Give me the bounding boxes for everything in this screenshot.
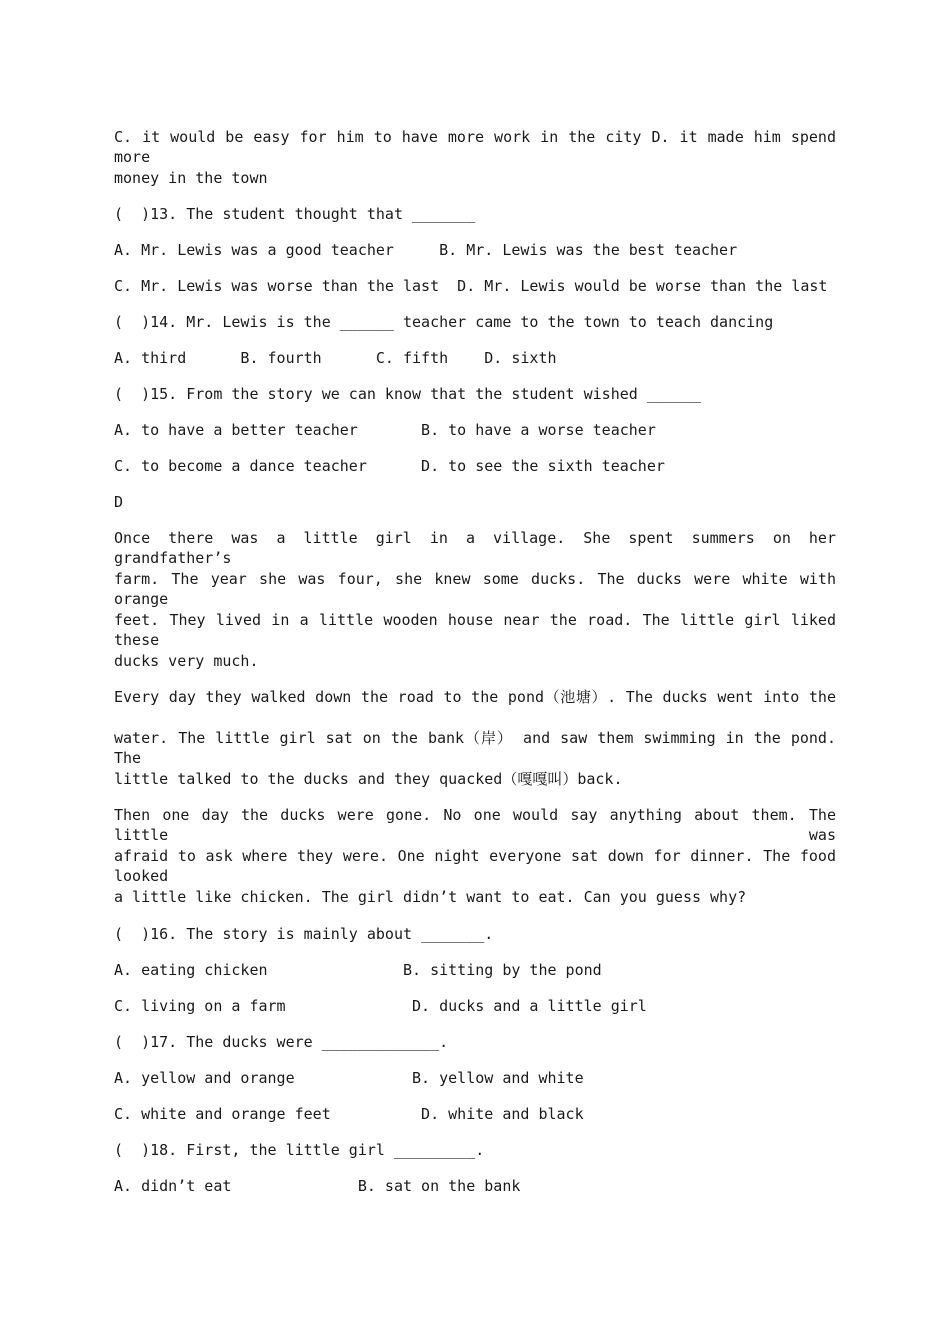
question-18: ( )18. First, the little girl _________. bbox=[114, 1141, 485, 1159]
passage-line: Once there was a little girl in a village. She spent summers on her grandfather’s bbox=[114, 529, 836, 567]
passage-line: afraid to ask where they were. One night everyone sat down for dinner. The food looked bbox=[114, 847, 836, 885]
passage-line: little talked to the ducks and they quacked（嘎嘎叫）back. bbox=[114, 770, 623, 788]
passage-line: Every day they walked down the road to the pond（池塘）. The ducks went into the bbox=[114, 688, 836, 706]
text-line: money in the town bbox=[114, 169, 268, 187]
question-14: ( )14. Mr. Lewis is the ______ teacher came to the town to teach dancing bbox=[114, 313, 774, 331]
passage-line: ducks very much. bbox=[114, 652, 259, 670]
options-15-cd: C. to become a dance teacher D. to see the sixth teacher bbox=[114, 457, 665, 475]
options-16-cd: C. living on a farm D. ducks and a little girl bbox=[114, 997, 647, 1015]
question-17: ( )17. The ducks were _____________. bbox=[114, 1033, 449, 1051]
options-16-ab: A. eating chicken B. sitting by the pond bbox=[114, 961, 602, 979]
text-line: C. it would be easy for him to have more work in the city D. it made him spend more bbox=[114, 128, 836, 166]
passage-line: a little like chicken. The girl didn’t want to eat. Can you guess why? bbox=[114, 888, 747, 906]
passage-line: farm. The year she was four, she knew some ducks. The ducks were white with orange bbox=[114, 570, 836, 608]
passage-line: feet. They lived in a little wooden house near the road. The little girl liked these bbox=[114, 611, 836, 649]
passage-line: Then one day the ducks were gone. No one would say anything about them. The little was bbox=[114, 806, 836, 844]
question-15: ( )15. From the story we can know that the student wished ______ bbox=[114, 385, 701, 403]
passage-line: water. The little girl sat on the bank（岸） and saw them swimming in the pond. The bbox=[114, 729, 836, 767]
options-13-ab: A. Mr. Lewis was a good teacher B. Mr. Lewis was the best teacher bbox=[114, 241, 738, 259]
question-16: ( )16. The story is mainly about _______. bbox=[114, 925, 494, 943]
options-15-ab: A. to have a better teacher B. to have a worse teacher bbox=[114, 421, 656, 439]
options-13-cd: C. Mr. Lewis was worse than the last D. Mr. Lewis would be worse than the last bbox=[114, 277, 828, 295]
options-17-cd: C. white and orange feet D. white and black bbox=[114, 1105, 584, 1123]
options-14: A. third B. fourth C. fifth D. sixth bbox=[114, 349, 557, 367]
options-17-ab: A. yellow and orange B. yellow and white bbox=[114, 1069, 584, 1087]
section-heading: D bbox=[114, 493, 124, 511]
question-13: ( )13. The student thought that _______ bbox=[114, 205, 476, 223]
options-18-ab: A. didn’t eat B. sat on the bank bbox=[114, 1177, 521, 1195]
